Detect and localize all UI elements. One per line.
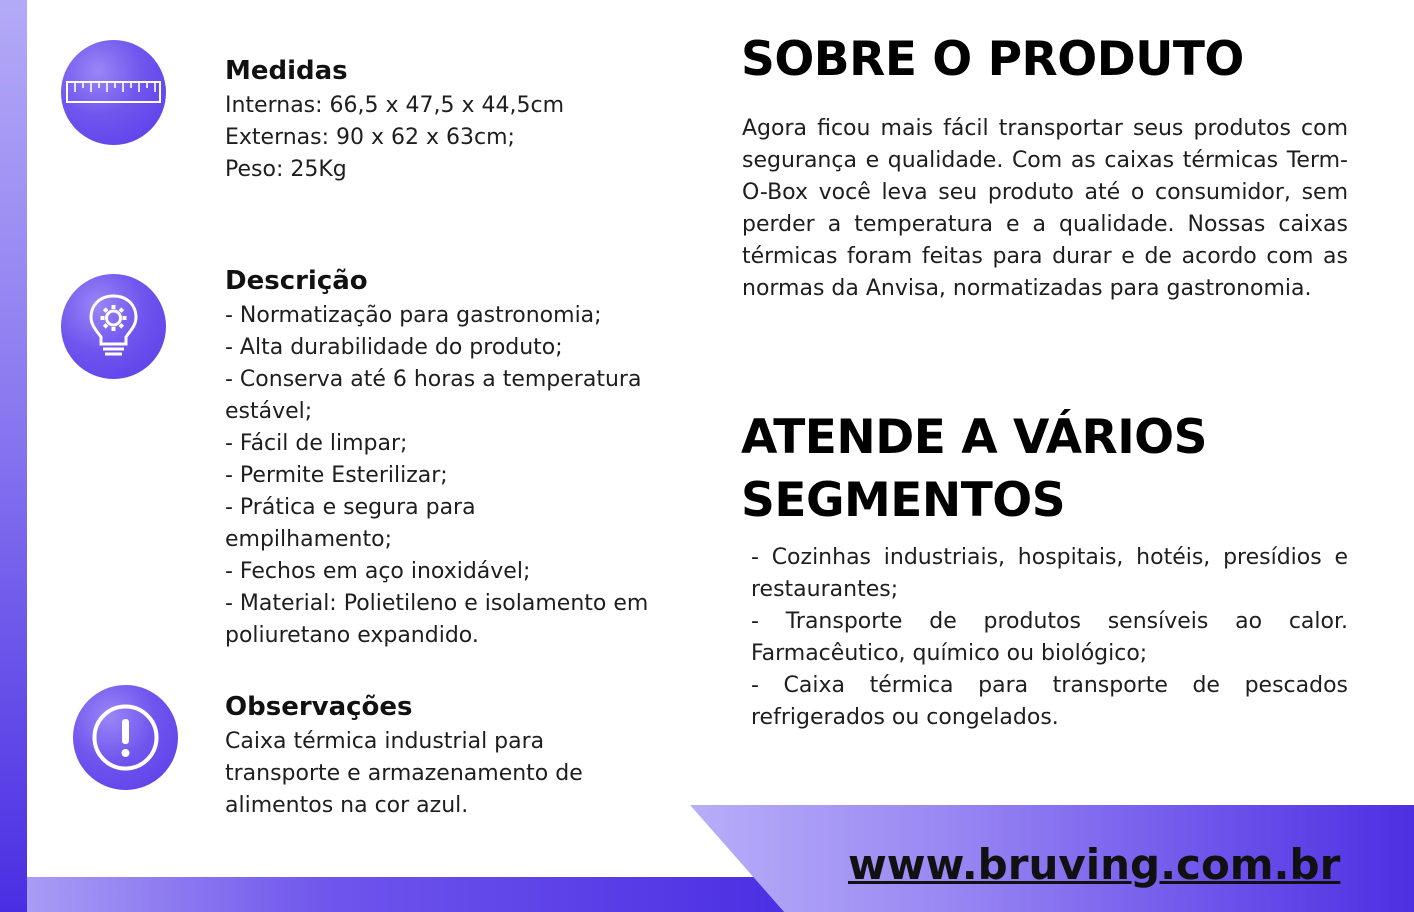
descricao-line: - Material: Polietileno e isolamento em poliuretano expandido.: [225, 591, 649, 648]
segmentos-list: [751, 542, 1348, 734]
descricao-line: - Fechos em aço inoxidável;: [225, 559, 531, 584]
bottom-accent-bar: [27, 877, 787, 912]
medidas-title: Medidas: [225, 56, 348, 86]
list-item: - Cozinhas industriais, hospitais, hotéis, presídios e restaurantes;: [751, 545, 1348, 602]
descricao-line: - Normatização para gastronomia;: [225, 303, 602, 328]
descricao-line: - Alta durabilidade do produto;: [225, 335, 563, 360]
medidas-line: Externas: 90 x 62 x 63cm;: [225, 125, 515, 150]
left-accent-stripe: [0, 0, 27, 912]
exclamation-icon: [73, 685, 178, 790]
segmentos-title-line2: SEGMENTOS: [741, 473, 1066, 528]
observacoes-title: Observações: [225, 692, 413, 722]
medidas-body: [225, 90, 695, 186]
medidas-line: Internas: 66,5 x 47,5 x 44,5cm: [225, 93, 565, 118]
descricao-line: - Fácil de limpar;: [225, 431, 408, 456]
website-link[interactable]: www.bruving.com.br: [848, 840, 1341, 889]
descricao-line: - Prática e segura para empilhamento;: [225, 495, 476, 552]
sobre-text: Agora ficou mais fácil transportar seus produtos com segurança e qualidade. Com as caixas térmicas Term-O-Box você leva seu produto até o consumidor, sem perder a temperatura e a qualidade. Nossas caixas térmicas foram feitas para durar e de acordo com as normas da Anvisa, normatizadas para gastronomia.: [742, 116, 1348, 301]
list-item: - Transporte de produtos sensíveis ao calor. Farmacêutico, químico ou biológico;: [751, 609, 1348, 666]
descricao-line: - Permite Esterilizar;: [225, 463, 448, 488]
descricao-line: - Conserva até 6 horas a temperatura estável;: [225, 367, 642, 424]
descricao-title: Descrição: [225, 266, 368, 296]
list-item: - Caixa térmica para transporte de pescados refrigerados ou congelados.: [751, 673, 1348, 730]
lightbulb-gear-icon: [61, 274, 166, 379]
descricao-body: [225, 300, 690, 652]
observacoes-body: Caixa térmica industrial para transporte e armazenamento de alimentos na cor azul.: [225, 729, 583, 818]
ruler-icon: [61, 40, 166, 145]
sobre-title: SOBRE O PRODUTO: [741, 32, 1244, 87]
medidas-line: Peso: 25Kg: [225, 157, 347, 182]
segmentos-title-line1: ATENDE A VÁRIOS: [741, 410, 1207, 465]
